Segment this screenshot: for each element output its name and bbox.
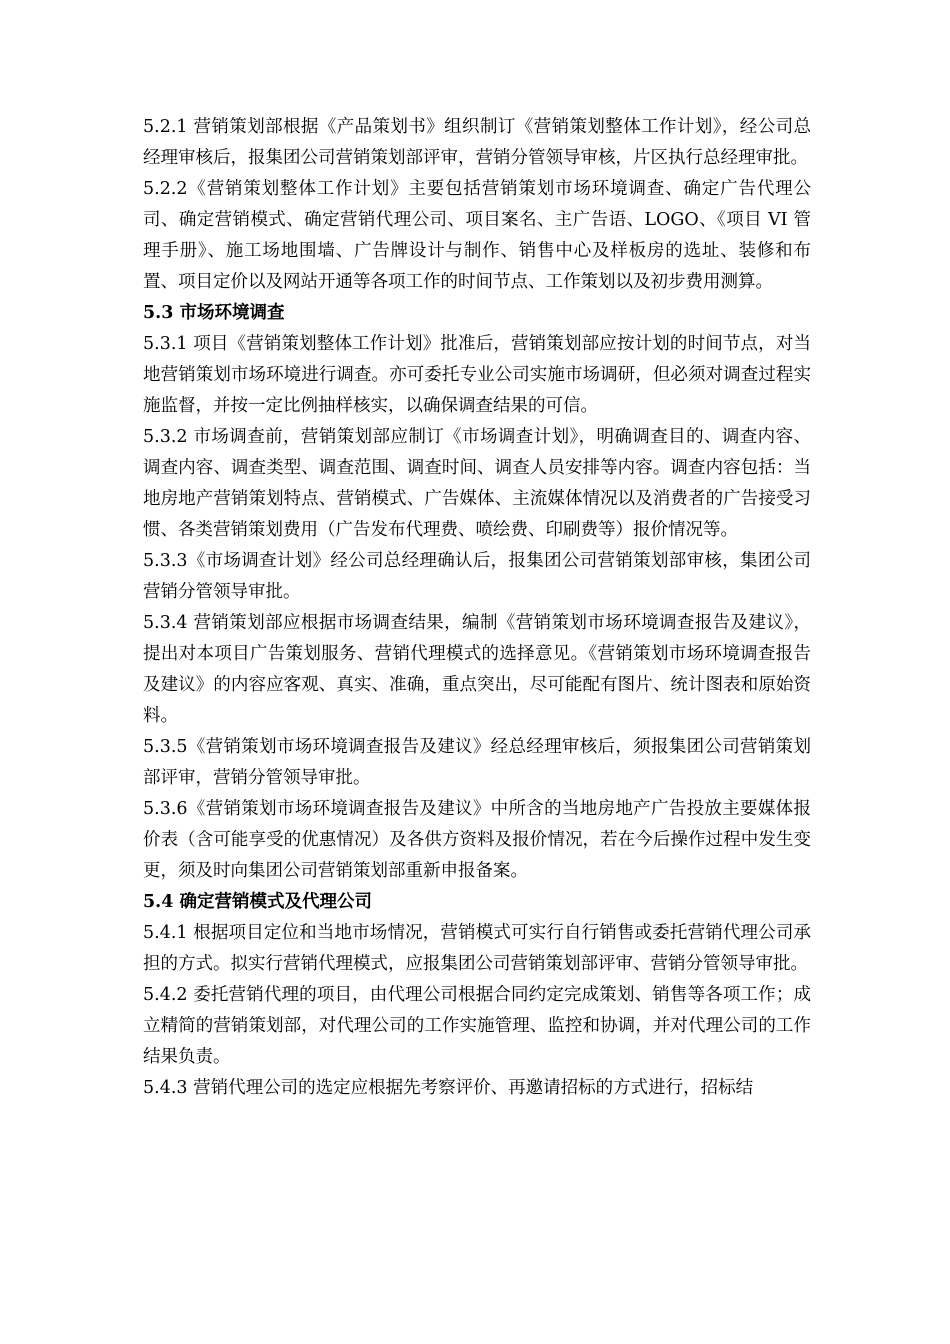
document-page (143, 112, 811, 1104)
paragraph-5-2-2: 5.2.2《营销策划整体工作计划》主要包括营销策划市场环境调查、确定广告代理公司、确定营销模式、确定营销代理公司、项目案名、主广告语、LOGO、《项目 VI 管理手册》、施工场地围墙、广告牌设计与制作、销售中心及样板房的选址、装修和布置、项目定价以及网站开通等各项工作的时间节点、工作策划以及初步费用测算。 (143, 179, 811, 292)
paragraph-5-4-1: 5.4.1 根据项目定位和当地市场情况，营销模式可实行自行销售或委托营销代理公司承担的方式。拟实行营销代理模式，应报集团公司营销策划部评审、营销分管领导审批。 (143, 923, 811, 974)
paragraph-5-3-6: 5.3.6《营销策划市场环境调查报告及建议》中所含的当地房地产广告投放主要媒体报价表（含可能享受的优惠情况）及各供方资料及报价情况，若在今后操作过程中发生变更，须及时向集团公司营销策划部重新申报备案。 (143, 799, 811, 881)
paragraph-5-3-2: 5.3.2 市场调查前，营销策划部应制订《市场调查计划》，明确调查目的、调查内容、调查内容、调查类型、调查范围、调查时间、调查人员安排等内容。调查内容包括：当地房地产营销策划特点、营销模式、广告媒体、主流媒体情况以及消费者的广告接受习惯、各类营销策划费用（广告发布代理费、喷绘费、印刷费等）报价情况等。 (143, 427, 811, 540)
section-heading-5-4: 5.4 确定营销模式及代理公司 (143, 892, 373, 912)
paragraph-5-3-5: 5.3.5《营销策划市场环境调查报告及建议》经总经理审核后，须报集团公司营销策划部评审，营销分管领导审批。 (143, 737, 811, 788)
section-heading-5-3: 5.3 市场环境调查 (143, 303, 285, 323)
paragraph-5-3-1: 5.3.1 项目《营销策划整体工作计划》批准后，营销策划部应按计划的时间节点，对当地营销策划市场环境进行调查。亦可委托专业公司实施市场调研，但必须对调查过程实施监督，并按一定比例抽样核实，以确保调查结果的可信。 (143, 334, 811, 416)
paragraph-5-3-3: 5.3.3《市场调查计划》经公司总经理确认后，报集团公司营销策划部审核，集团公司营销分管领导审批。 (143, 551, 811, 602)
paragraph-5-4-2: 5.4.2 委托营销代理的项目，由代理公司根据合同约定完成策划、销售等各项工作；成立精简的营销策划部，对代理公司的工作实施管理、监控和协调，并对代理公司的工作结果负责。 (143, 985, 811, 1067)
paragraph-5-2-1: 5.2.1 营销策划部根据《产品策划书》组织制订《营销策划整体工作计划》，经公司总经理审核后，报集团公司营销策划部评审，营销分管领导审核，片区执行总经理审批。 (143, 117, 811, 168)
paragraph-5-4-3: 5.4.3 营销代理公司的选定应根据先考察评价、再邀请招标的方式进行，招标结 (143, 1078, 754, 1098)
paragraph-5-3-4: 5.3.4 营销策划部应根据市场调查结果，编制《营销策划市场环境调查报告及建议》，提出对本项目广告策划服务、营销代理模式的选择意见。《营销策划市场环境调查报告及建议》的内容应客观、真实、准确，重点突出，尽可能配有图片、统计图表和原始资料。 (143, 613, 811, 726)
